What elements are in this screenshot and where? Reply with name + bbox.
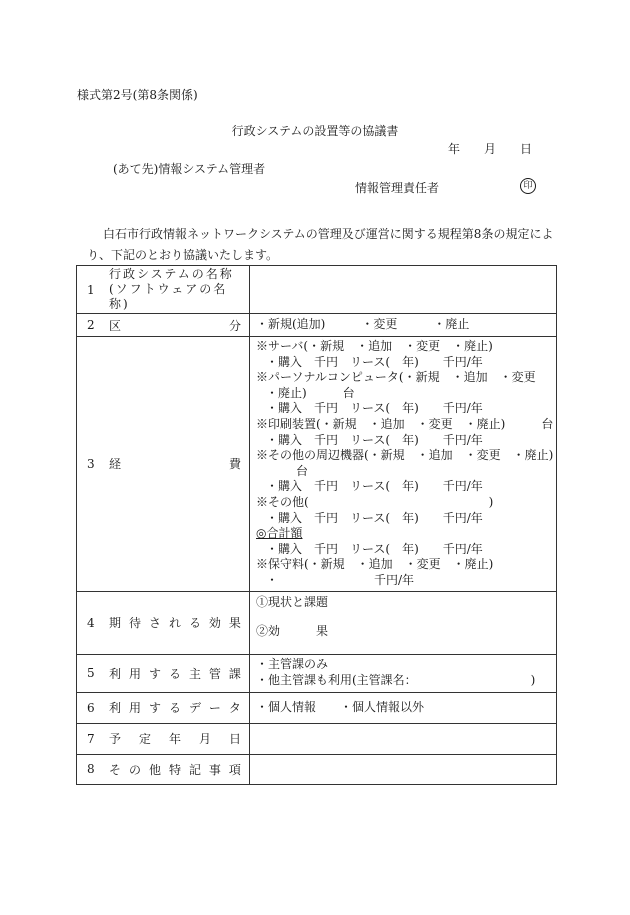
expense-line: ※印刷装置(・新規 ・追加 ・変更 ・廃止) 台 — [256, 416, 554, 431]
row-label: 区 — [109, 318, 122, 333]
form-number: 様式第2号(第8条関係) — [77, 88, 198, 102]
label-char: 特 — [168, 762, 181, 777]
label-char: る — [168, 666, 181, 681]
expense-line: ・廃止) 台 — [266, 385, 355, 400]
label-char: 効 — [208, 616, 221, 630]
label-char: す — [148, 701, 161, 715]
row-number: 5 — [87, 666, 95, 680]
expense-line: ・購入 千円 リース( 年) 千円/年 — [266, 354, 483, 369]
row-number: 3 — [87, 456, 95, 471]
data-type-field[interactable]: ・個人情報 ・個人情報以外 — [250, 692, 557, 723]
row-label: 費 — [228, 457, 241, 472]
expense-line: ※保守料(・新規 ・追加 ・変更 ・廃止) — [256, 557, 494, 572]
label-char: る — [168, 701, 181, 715]
date-month: 月 — [484, 142, 497, 156]
expense-line: ※その他( ) — [256, 494, 494, 509]
expense-line: ・購入 千円 リース( 年) 千円/年 — [266, 401, 483, 416]
document-title: 行政システムの設置等の協議書 — [231, 124, 399, 138]
expense-line: ・購入 千円 リース( 年) 千円/年 — [266, 541, 483, 556]
expense-line: ※サーバ(・新規 ・追加 ・変更 ・廃止) — [256, 339, 493, 353]
expense-line: ・購入 千円 リース( 年) 千円/年 — [266, 432, 483, 447]
label-char: す — [148, 666, 161, 681]
scheduled-date-field[interactable] — [250, 723, 557, 754]
expense-line: 台 — [296, 463, 309, 478]
row-number: 6 — [87, 700, 95, 715]
manager-label: 情報管理責任者 — [355, 181, 440, 195]
label-char: 用 — [128, 666, 141, 681]
table-row — [77, 314, 557, 337]
remarks-field[interactable] — [250, 754, 557, 784]
row-number: 2 — [87, 318, 95, 332]
row-label — [109, 614, 241, 631]
label-char: ー — [208, 701, 221, 715]
row-number: 8 — [87, 762, 95, 776]
total-label: ◎合計額 — [256, 526, 303, 541]
row-number: 1 — [87, 282, 95, 297]
row-number: 4 — [87, 615, 95, 630]
label-char: 年 — [168, 732, 181, 746]
label-char: 日 — [228, 732, 241, 746]
label-char: 待 — [128, 616, 141, 630]
row-label: 分 — [228, 318, 241, 333]
label-char: 他 — [148, 762, 161, 777]
label-char: 予 — [109, 732, 122, 746]
label-char: 利 — [109, 701, 122, 715]
label-char: 利 — [109, 666, 122, 681]
label-char: そ — [109, 762, 122, 777]
consultation-form-table — [76, 265, 557, 785]
label-char: 課 — [228, 666, 241, 681]
effect-line: ②効 果 — [256, 624, 329, 639]
label-char: さ — [148, 616, 161, 630]
label-char: れ — [168, 616, 181, 630]
date-day: 日 — [520, 142, 533, 156]
expense-line: ・ 千円/年 — [266, 572, 415, 587]
table-row — [77, 337, 557, 592]
table-row — [77, 723, 557, 754]
label-char: デ — [188, 701, 201, 715]
row-label: 行政システムの名称 — [109, 267, 234, 281]
label-char: 記 — [188, 762, 201, 777]
expense-line: ※その他の周辺機器(・新規 ・追加 ・変更 ・廃止) — [256, 448, 554, 463]
row-label-sub: (ソフトウェアの名称) — [109, 282, 228, 311]
department-option: ・主管課のみ — [256, 657, 329, 672]
label-char: の — [128, 762, 141, 777]
expense-line: ・購入 千円 リース( 年) 千円/年 — [266, 510, 483, 525]
table-row — [77, 591, 557, 654]
label-char: 項 — [228, 762, 241, 777]
expense-field[interactable] — [250, 337, 557, 592]
system-name-field[interactable] — [250, 266, 557, 314]
label-char: 果 — [228, 616, 241, 630]
label-char: る — [188, 616, 201, 630]
category-field[interactable]: ・新規(追加) ・変更 ・廃止 — [250, 314, 557, 337]
label-char: 期 — [109, 616, 122, 630]
effect-line: ①現状と課題 — [256, 594, 329, 609]
expense-line: ・購入 千円 リース( 年) 千円/年 — [266, 479, 483, 494]
row-label: 経 — [109, 457, 122, 472]
seal-mark: 印 — [520, 178, 536, 194]
row-label — [109, 699, 241, 716]
label-char: 事 — [208, 762, 221, 777]
row-label — [109, 761, 241, 778]
label-char: タ — [228, 701, 241, 715]
department-field[interactable] — [250, 654, 557, 692]
table-row — [77, 754, 557, 784]
table-row — [77, 692, 557, 723]
row-label — [109, 730, 241, 747]
body-paragraph: 白石市行政情報ネットワークシステムの管理及び運営に関する規程第8条の規定により、下記のとおり協議いたします。 — [87, 227, 554, 262]
addressee: (あて先)情報システム管理者 — [113, 162, 266, 176]
row-label — [109, 665, 241, 682]
row-number: 7 — [87, 731, 95, 746]
date-line — [448, 140, 532, 157]
label-char: 主 — [188, 666, 201, 681]
label-char: 管 — [208, 666, 221, 681]
table-row — [77, 654, 557, 692]
date-year: 年 — [448, 142, 461, 156]
label-char: 定 — [138, 732, 151, 746]
label-char: 用 — [128, 701, 141, 715]
label-char: 月 — [198, 732, 211, 746]
department-option: ・他主管課も利用(主管課名： ) — [256, 673, 536, 687]
expected-effect-field[interactable] — [250, 591, 557, 654]
table-row — [77, 266, 557, 314]
expense-line: ※パーソナルコンピュータ(・新規 ・追加 ・変更 — [256, 370, 536, 385]
